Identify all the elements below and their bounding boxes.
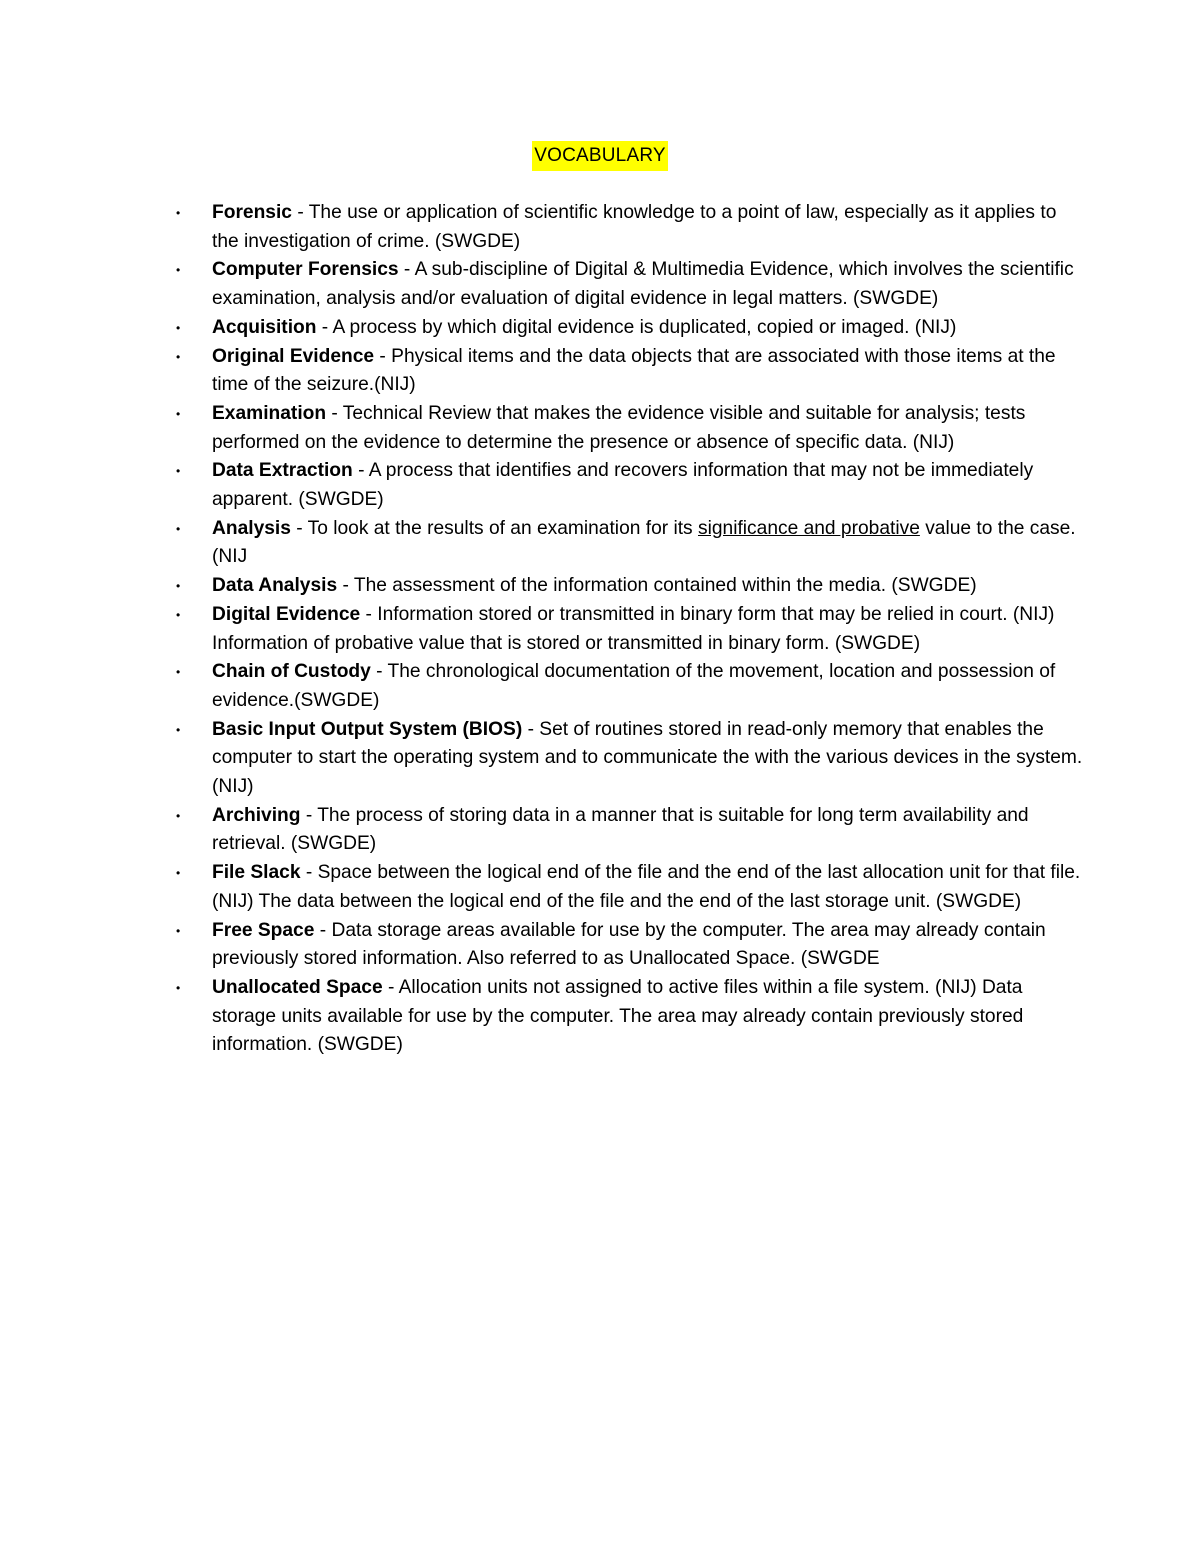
- vocab-item-archiving: [176, 802, 1087, 859]
- vocab-item-unallocated-space: [176, 974, 1087, 1060]
- vocab-item-examination: [176, 400, 1087, 457]
- bullet-icon: •: [176, 206, 181, 220]
- vocab-definition: - A sub-discipline of Digital & Multimedia Evidence, which involves the scientific examination, analysis and/or evaluation of digital evidence in legal matters. (SWGDE): [212, 259, 1074, 310]
- vocab-term: Archiving: [212, 804, 301, 826]
- vocab-definition: - Allocation units not assigned to active files within a file system. (NIJ) Data storage units available for use by the computer. The area may already contain previously stored information. (SWGDE): [212, 976, 1024, 1056]
- bullet-icon: •: [176, 980, 181, 995]
- vocab-term: Basic Input Output System (BIOS): [212, 718, 523, 740]
- bullet-icon: •: [176, 722, 181, 737]
- vocab-item-data-extraction: [176, 457, 1087, 514]
- vocab-definition: - The assessment of the information contained within the media. (SWGDE): [337, 575, 977, 597]
- vocab-definition: - Set of routines stored in read-only memory that enables the computer to start the operating system and to communicate the with the various devices in the system. (NIJ): [212, 718, 1083, 798]
- vocab-item-file-slack: [176, 859, 1087, 916]
- vocab-term: File Slack: [212, 862, 301, 884]
- vocab-definition: - A process that identifies and recovers information that may not be immediately apparent. (SWGDE): [212, 460, 1034, 511]
- vocab-definition: - The process of storing data in a manner that is suitable for long term availability and retrieval. (SWGDE): [212, 804, 1029, 855]
- vocabulary-list: [176, 199, 1087, 1060]
- vocab-item-forensic: [176, 199, 1087, 256]
- vocab-term: Data Extraction: [212, 460, 353, 482]
- vocab-definition: - Space between the logical end of the file and the end of the last allocation unit for that file. (NIJ) The data between the logical end of the file and the end of the last storage unit. (SWGDE): [212, 862, 1081, 912]
- underlined-phrase: significance and probative: [698, 517, 920, 539]
- vocab-definition: - A process by which digital evidence is duplicated, copied or imaged. (NIJ): [316, 316, 957, 338]
- vocab-term: Acquisition: [212, 316, 317, 338]
- vocab-term: Data Analysis: [212, 575, 338, 597]
- vocab-term: Digital Evidence: [212, 603, 361, 625]
- vocab-item-data-analysis: [176, 572, 1087, 601]
- vocab-item-computer-forensics: [176, 256, 1087, 313]
- bullet-icon: •: [176, 521, 181, 536]
- bullet-icon: •: [176, 808, 181, 823]
- bullet-icon: •: [176, 866, 181, 881]
- bullet-icon: •: [176, 263, 181, 278]
- vocab-definition-start: - To look at the results of an examination for its: [290, 517, 698, 539]
- bullet-icon: •: [176, 665, 181, 680]
- vocab-item-digital-evidence: [176, 601, 1087, 658]
- vocab-definition: - Physical items and the data objects that are associated with those items at the time of the seizure.(NIJ): [212, 345, 1056, 396]
- vocab-term: Forensic: [212, 202, 292, 223]
- bullet-icon: •: [176, 607, 181, 622]
- vocab-item-free-space: [176, 917, 1087, 974]
- vocab-item-bios: [176, 716, 1087, 802]
- vocab-definition-end: value to the case. (NIJ: [212, 517, 1076, 568]
- vocab-definition: - Data storage areas available for use by the computer. The area may already contain previously stored information. Also referred to as Unallocated Space. (SWGDE: [212, 919, 1046, 970]
- vocab-definition: - The use or application of scientific knowledge to a point of law, especially as it applies to the investigation of crime. (SWGDE): [212, 202, 1057, 252]
- vocab-definition: - The chronological documentation of the movement, location and possession of evidence.(SWGDE): [212, 661, 1056, 711]
- vocab-item-original-evidence: [176, 343, 1087, 400]
- bullet-icon: •: [176, 320, 181, 335]
- vocab-term: Original Evidence: [212, 345, 375, 367]
- vocab-term: Free Space: [212, 919, 315, 941]
- vocab-definition: - Information stored or transmitted in binary form that may be relied in court. (NIJ) Information of probative value that is stored or transmitted in binary form. (SWGDE): [212, 603, 1055, 654]
- bullet-icon: •: [176, 349, 181, 364]
- bullet-icon: •: [176, 923, 181, 938]
- vocab-term: Analysis: [212, 517, 291, 539]
- vocab-term: Chain of Custody: [212, 661, 371, 683]
- vocab-term: Unallocated Space: [212, 976, 383, 998]
- title-wrapper: [0, 141, 1200, 171]
- vocab-item-chain-of-custody: [176, 658, 1087, 715]
- vocab-term: Computer Forensics: [212, 259, 399, 281]
- vocab-term: Examination: [212, 402, 327, 424]
- bullet-icon: •: [176, 579, 181, 594]
- vocab-definition: - Technical Review that makes the evidence visible and suitable for analysis; tests performed on the evidence to determine the presence or absence of specific data. (NIJ): [212, 402, 1026, 453]
- vocab-item-acquisition: [176, 314, 1087, 343]
- page-title: VOCABULARY: [532, 141, 668, 171]
- bullet-icon: •: [176, 406, 181, 421]
- bullet-icon: •: [176, 464, 181, 479]
- vocab-item-analysis: [176, 515, 1087, 572]
